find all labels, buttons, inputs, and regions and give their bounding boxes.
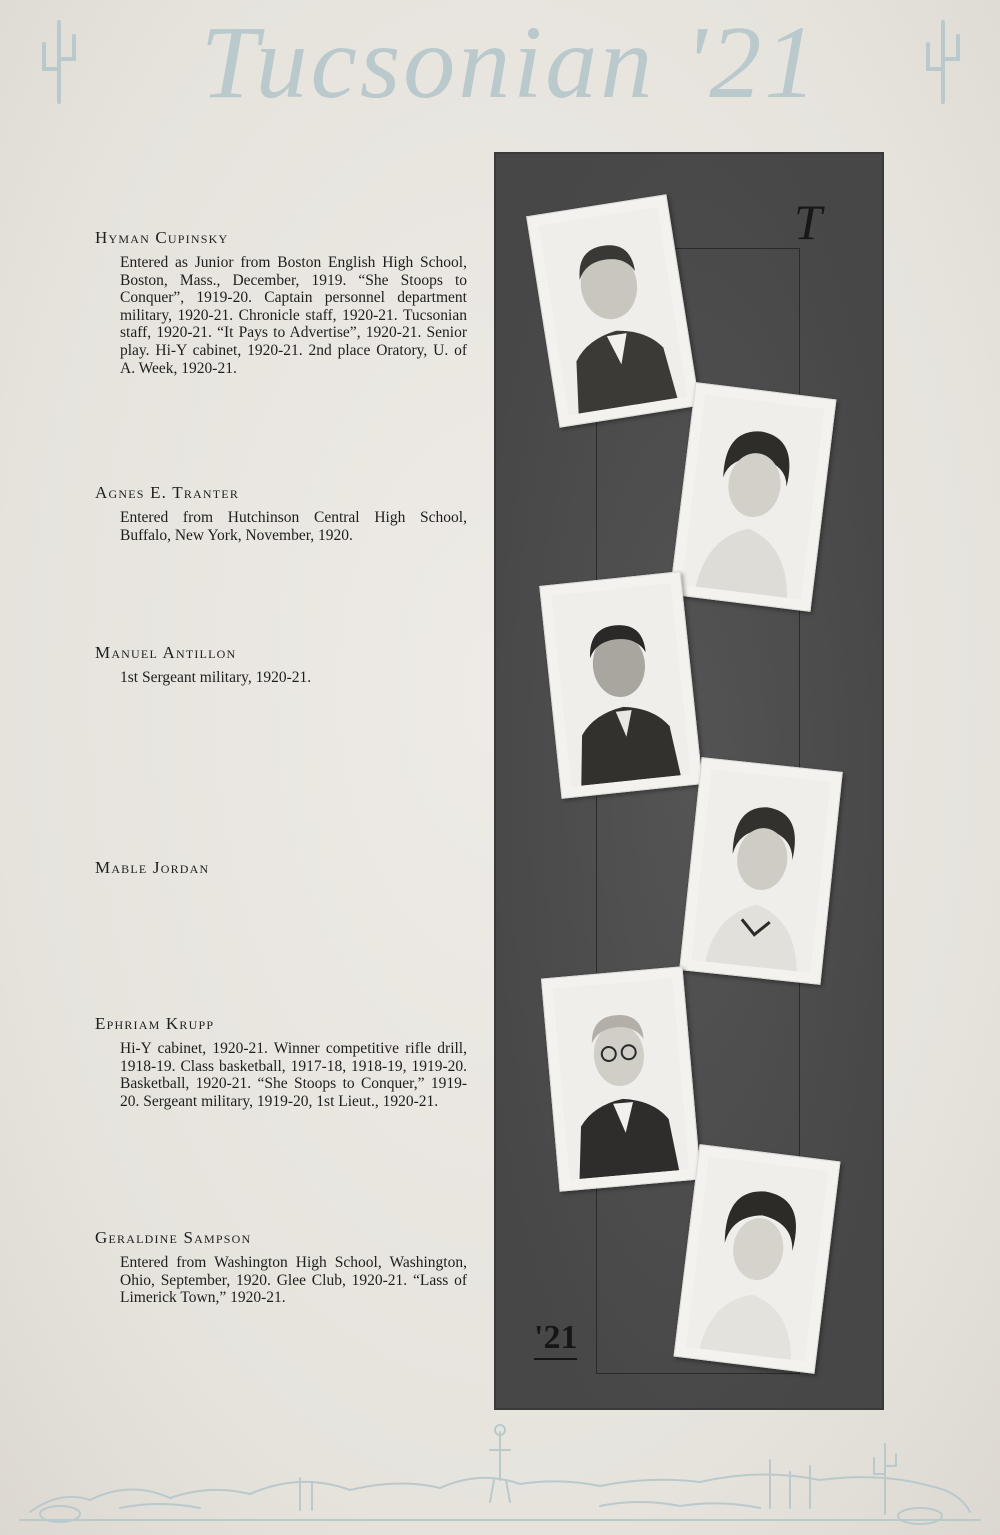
desert-scene-decoration: [0, 1420, 1000, 1535]
student-photo: [673, 1144, 840, 1374]
student-activities: 1st Sergeant military, 1920-21.: [120, 669, 312, 686]
student-photo: [541, 966, 701, 1192]
student-name: Agnes E. Tranter: [95, 483, 240, 502]
student-photo: [679, 757, 843, 985]
yearbook-title: Tucsonian '21: [200, 5, 820, 120]
student-photo: [526, 194, 700, 428]
panel-monogram: T: [794, 194, 822, 250]
portrait-woman-icon: [686, 1156, 829, 1361]
student-activities: Entered from Washington High School, Washington, Ohio, September, 1920. Glee Club, 1920-21. “Lass of Limerick Town,” 1920-21.: [120, 1254, 467, 1307]
portrait-man-icon: [539, 207, 688, 415]
student-photo: [539, 571, 703, 799]
cactus-icon: [920, 14, 966, 104]
student-name: Manuel Antillon: [95, 643, 237, 662]
student-name: Ephriam Krupp: [95, 1014, 215, 1033]
portrait-woman-icon: [682, 394, 825, 599]
student-name: Hyman Cupinsky: [95, 228, 229, 247]
portrait-man-icon: [553, 978, 689, 1180]
student-bio: [95, 228, 467, 377]
student-name: Geraldine Sampson: [95, 1228, 252, 1247]
student-bio: [95, 643, 467, 687]
panel-year: '21: [534, 1318, 577, 1360]
student-name: Mable Jordan: [95, 858, 210, 877]
portrait-woman-icon: [691, 769, 830, 972]
student-activities: Entered as Junior from Boston English High School, Boston, Mass., December, 1919. “She Stoops to Conquer”, 1919-20. Captain personnel department military, 1920-21. Chronicle staff, 1920-21. Tucsonian staff, 1920-21. “It Pays to Advertise”, 1920-21. Senior play. Hi-Y cabinet, 1920-21. 2nd place Oratory, U. of A. Week, 1920-21.: [120, 254, 467, 377]
student-bio: [95, 1228, 467, 1307]
student-photo: [669, 382, 836, 612]
portrait-man-icon: [551, 583, 690, 786]
student-activities: Hi-Y cabinet, 1920-21. Winner competitive rifle drill, 1918-19. Class basketball, 1917-18, 1918-19, 1919-20. Basketball, 1920-21. “She Stoops to Conquer,” 1919-20. Sergeant military, 1919-20, 1st Lieut., 1920-21.: [120, 1040, 467, 1110]
student-bio: [95, 1014, 467, 1110]
student-bio: [95, 483, 467, 544]
cactus-icon: [36, 14, 82, 104]
photo-panel: [494, 152, 884, 1410]
student-bio: [95, 858, 467, 884]
student-activities: Entered from Hutchinson Central High School, Buffalo, New York, November, 1920.: [120, 509, 467, 544]
